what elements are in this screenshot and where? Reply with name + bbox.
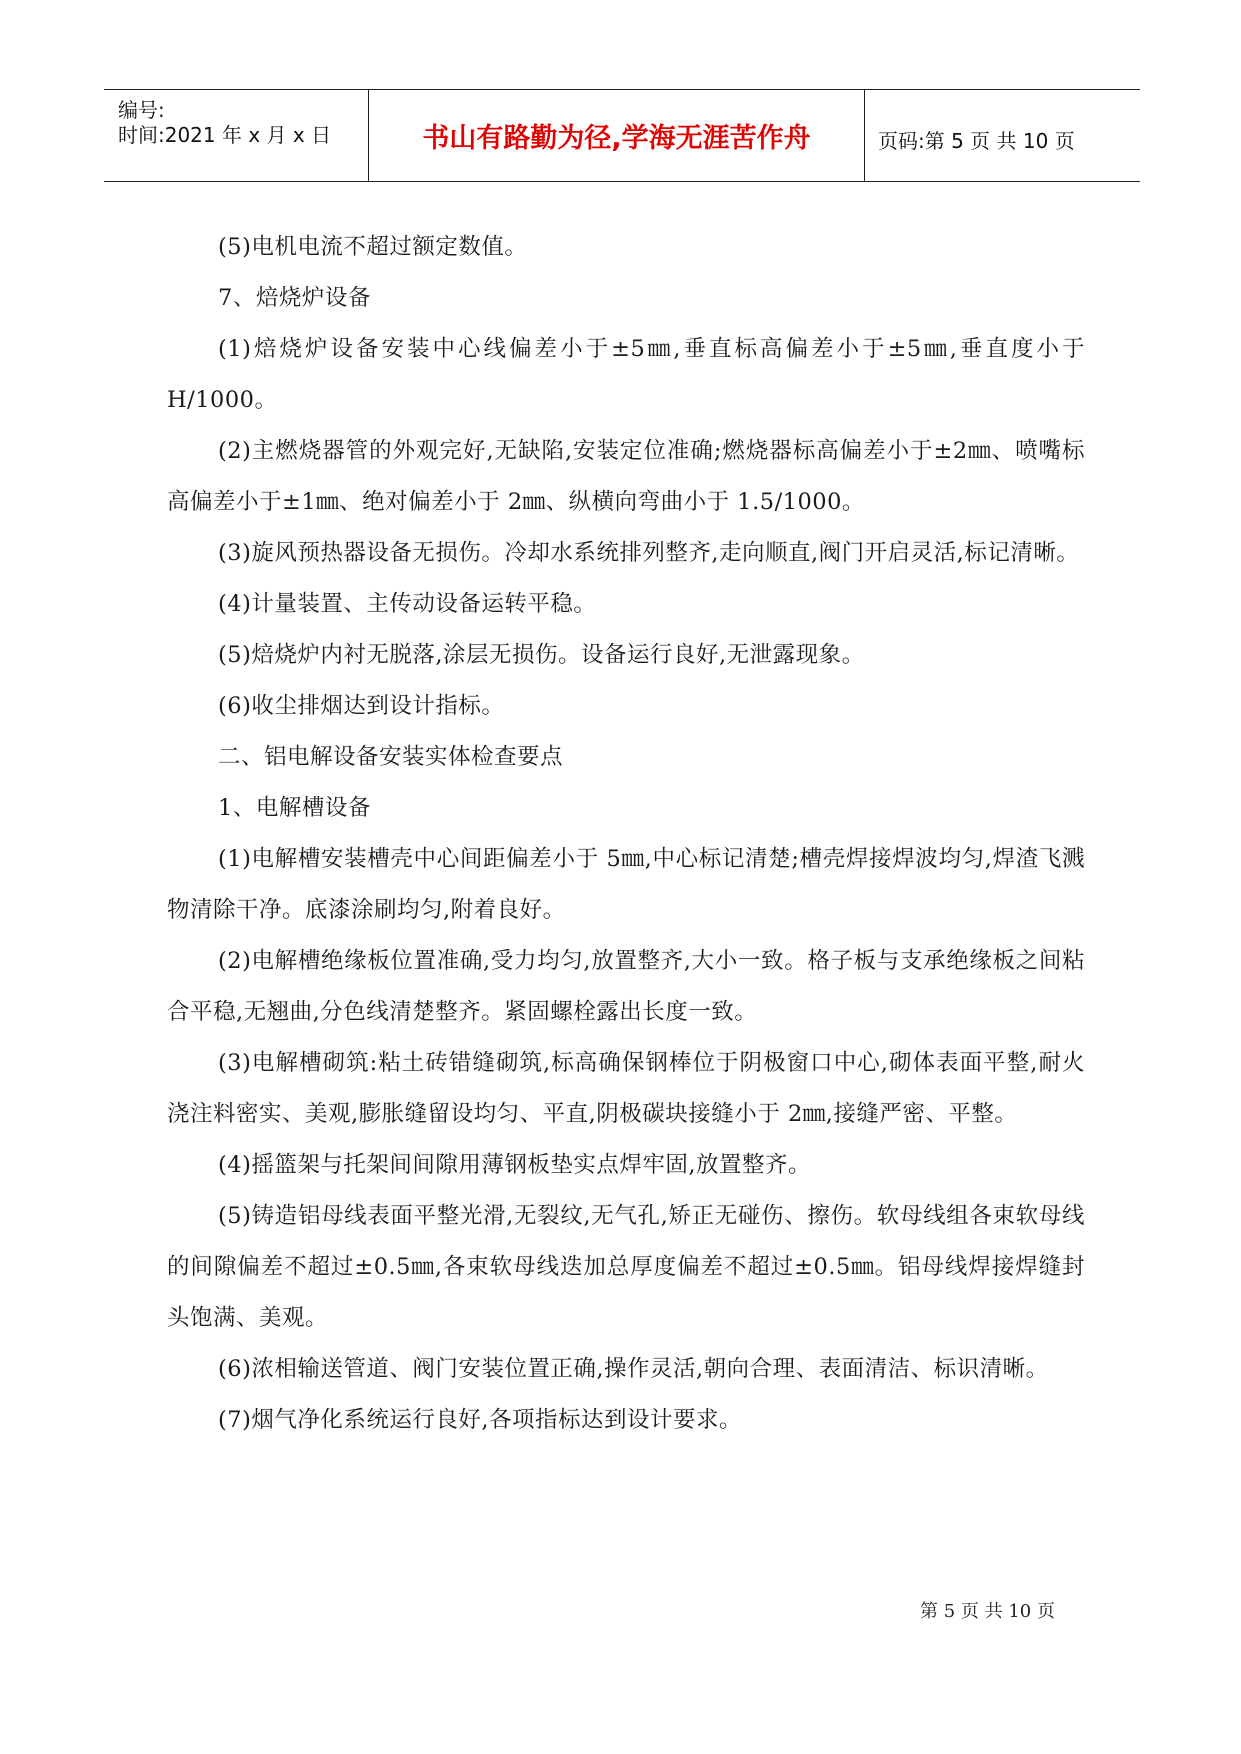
header-right-cell bbox=[865, 90, 1140, 181]
paragraph: (2)主燃烧器管的外观完好,无缺陷,安装定位准确;燃烧器标高偏差小于±2㎜、喷嘴标高偏差小于±1㎜、绝对偏差小于 2㎜、纵横向弯曲小于 1.5/1000。 bbox=[167, 438, 1085, 515]
document-time-label: 时间:2021 年 x 月 x 日 bbox=[118, 123, 332, 147]
paragraph: (1)电解槽安装槽壳中心间距偏差小于 5㎜,中心标记清楚;槽壳焊接焊波均匀,焊渣飞溅物清除干净。底漆涂刷均匀,附着良好。 bbox=[167, 846, 1085, 923]
paragraph: (5)电机电流不超过额定数值。 bbox=[218, 234, 528, 260]
paragraph: (6)浓相输送管道、阀门安装位置正确,操作灵活,朝向合理、表面清洁、标识清晰。 bbox=[218, 1356, 1049, 1382]
header-middle-cell bbox=[369, 90, 865, 181]
paragraph: (5)焙烧炉内衬无脱落,涂层无损伤。设备运行良好,无泄露现象。 bbox=[218, 642, 865, 668]
header-page-info: 页码:第 5 页 共 10 页 bbox=[878, 129, 1075, 153]
paragraph: (1)焙烧炉设备安装中心线偏差小于±5㎜,垂直标高偏差小于±5㎜,垂直度小于 H/1000。 bbox=[167, 336, 1085, 413]
paragraph: (3)旋风预热器设备无损伤。冷却水系统排列整齐,走向顺直,阀门开启灵活,标记清晰。 bbox=[218, 540, 1080, 566]
paragraph: (6)收尘排烟达到设计指标。 bbox=[218, 693, 505, 719]
section-heading: 1、电解槽设备 bbox=[218, 795, 371, 821]
document-code-label: 编号: bbox=[118, 98, 165, 122]
paragraph: (5)铸造铝母线表面平整光滑,无裂纹,无气孔,矫正无碰伤、擦伤。软母线组各束软母线的间隙偏差不超过±0.5㎜,各束软母线迭加总厚度偏差不超过±0.5㎜。铝母线焊接焊缝封头饱满、美观。 bbox=[167, 1203, 1085, 1331]
page-header bbox=[104, 89, 1140, 182]
header-motto: 书山有路勤为径,学海无涯苦作舟 bbox=[422, 123, 811, 154]
section-heading: 7、焙烧炉设备 bbox=[218, 285, 371, 311]
header-left-cell bbox=[104, 90, 369, 181]
paragraph: (7)烟气净化系统运行良好,各项指标达到设计要求。 bbox=[218, 1407, 743, 1433]
chapter-heading: 二、铝电解设备安装实体检查要点 bbox=[218, 744, 564, 770]
paragraph: (2)电解槽绝缘板位置准确,受力均匀,放置整齐,大小一致。格子板与支承绝缘板之间粘合平稳,无翘曲,分色线清楚整齐。紧固螺栓露出长度一致。 bbox=[167, 948, 1085, 1025]
document-body bbox=[167, 222, 1085, 1446]
paragraph: (4)摇篮架与托架间间隙用薄钢板垫实点焊牢固,放置整齐。 bbox=[218, 1152, 812, 1178]
paragraph: (4)计量装置、主传动设备运转平稳。 bbox=[218, 591, 597, 617]
paragraph: (3)电解槽砌筑:粘土砖错缝砌筑,标高确保钢棒位于阴极窗口中心,砌体表面平整,耐火浇注料密实、美观,膨胀缝留设均匀、平直,阴极碳块接缝小于 2㎜,接缝严密、平整。 bbox=[167, 1050, 1085, 1127]
page-footer-number: 第 5 页 共 10 页 bbox=[920, 1601, 1055, 1622]
